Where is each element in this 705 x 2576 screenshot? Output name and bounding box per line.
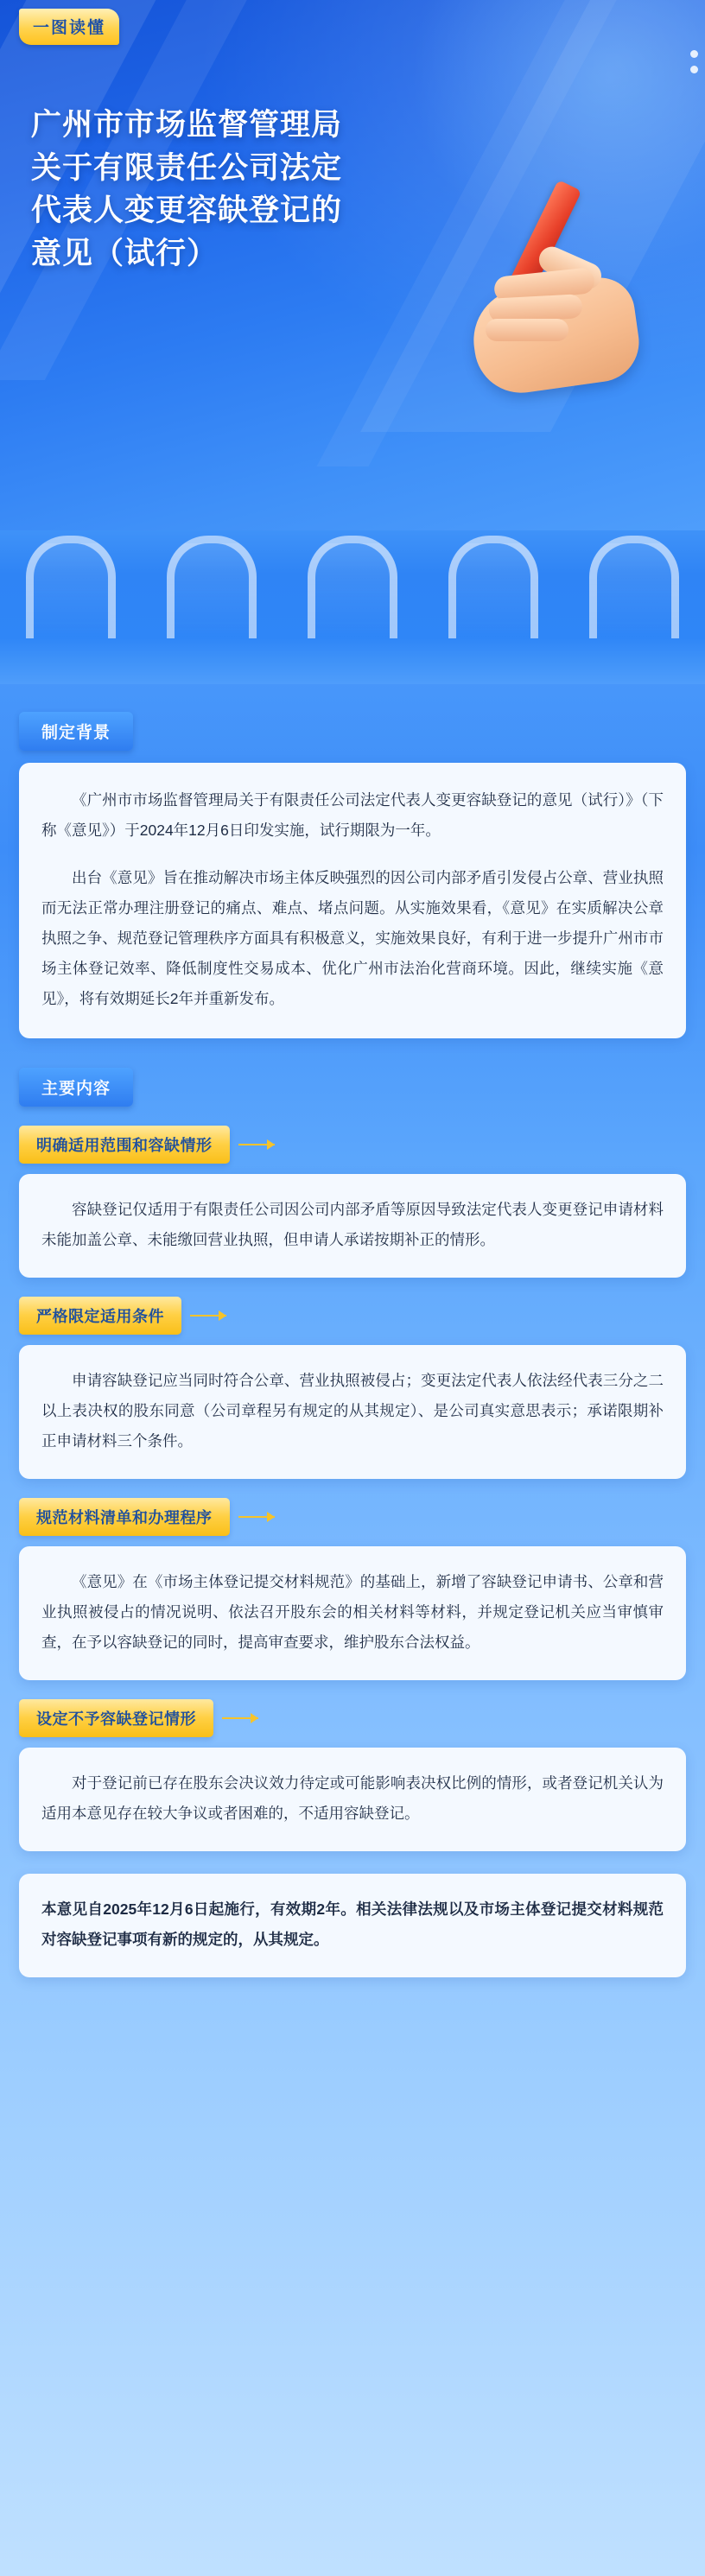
arch-shape	[448, 536, 538, 638]
section-tag-background: 制定背景	[19, 712, 133, 751]
subsection-card-2	[19, 1345, 686, 1479]
sub-tag-scope: 明确适用范围和容缺情形	[19, 1126, 230, 1164]
subsection-text-1: 容缺登记仅适用于有限责任公司因公司内部矛盾等原因导致法定代表人变更登记申请材料未能加盖公章、未能缴回营业执照，但申请人承诺按期补正的情形。	[41, 1201, 664, 1248]
background-paragraph-2: 出台《意见》旨在推动解决市场主体反映强烈的因公司内部矛盾引发侵占公章、营业执照而无法正常办理注册登记的痛点、难点、堵点问题。从实施效果看，《意见》在实质解决公章执照之争、规范登记管理秩序方面具有积极意义，实施效果良好，有利于进一步提升广州市市场主体登记效率、降低制度性交易成本、优化广州市法治化营商环境。因此，继续实施《意见》，将有效期延长2年并重新发布。	[41, 869, 664, 1007]
hero-banner	[0, 0, 705, 536]
subsection-header-1	[19, 1126, 686, 1164]
subsection-header-2	[19, 1297, 686, 1335]
arrow-icon	[238, 1144, 275, 1145]
arch-shape	[589, 536, 679, 638]
background-paragraph-1: 《广州市市场监督管理局关于有限责任公司法定代表人变更容缺登记的意见（试行）》（下称《意见》）于2024年12月6日印发实施，试行期限为一年。	[41, 791, 664, 839]
page-title-line-3: 代表人变更容缺登记的	[31, 194, 343, 228]
sub-tag-conditions: 严格限定适用条件	[19, 1297, 181, 1335]
arch-shape	[167, 536, 257, 638]
content-area	[0, 684, 705, 2029]
subsection-text-3: 《意见》在《市场主体登记提交材料规范》的基础上，新增了容缺登记申请书、公章和营业执照被侵占的情况说明、依法召开股东会的相关材料等材料，并规定登记机关应当审慎审查，在予以容缺登记的同时，提高审查要求，维护股东合法权益。	[41, 1573, 664, 1651]
band-base-decoration	[0, 638, 705, 684]
background-card	[19, 763, 686, 1038]
subsection-header-4	[19, 1699, 686, 1737]
subsection-text-4: 对于登记前已存在股东会决议效力待定或可能影响表决权比例的情形，或者登记机关认为适用本意见存在较大争议或者困难的，不适用容缺登记。	[41, 1774, 664, 1822]
subsection-card-4	[19, 1748, 686, 1851]
arch-decoration-band	[0, 530, 705, 639]
page-title-line-2: 关于有限责任公司法定	[31, 150, 343, 185]
arrow-icon	[222, 1717, 258, 1719]
section-main-content	[19, 1068, 686, 1851]
effective-date-text: 本意见自2025年12月6日起施行，有效期2年。相关法律法规以及市场主体登记提交材料规范对容缺登记事项有新的规定的，从其规定。	[41, 1900, 664, 1948]
arrow-icon	[190, 1315, 226, 1317]
subsection-card-1	[19, 1174, 686, 1278]
arch-shape	[308, 536, 397, 638]
page-title	[31, 104, 394, 276]
sub-tag-materials: 规范材料清单和办理程序	[19, 1498, 230, 1536]
page-title-line-4: 意见（试行）	[31, 237, 219, 271]
subsection-text-2: 申请容缺登记应当同时符合公章、营业执照被侵占；变更法定代表人依法经代表三分之二以上表决权的股东同意（公司章程另有规定的从其规定）、是公司真实意思表示；承诺限期补正申请材料三个条件。	[41, 1372, 664, 1450]
effective-date-card	[19, 1874, 686, 1977]
subsection-header-3	[19, 1498, 686, 1536]
page-title-line-1: 广州市市场监督管理局	[31, 108, 343, 142]
section-tag-main-content: 主要内容	[19, 1068, 133, 1107]
subsection-card-3	[19, 1546, 686, 1680]
dot-decoration	[690, 50, 698, 81]
hand-with-pen-illustration	[454, 220, 679, 419]
arrow-icon	[238, 1516, 275, 1518]
sub-tag-exclusions: 设定不予容缺登记情形	[19, 1699, 213, 1737]
section-background	[19, 712, 686, 1038]
read-at-a-glance-badge: 一图读懂	[19, 9, 119, 45]
finger-icon	[486, 319, 568, 341]
arch-shape	[26, 536, 116, 638]
